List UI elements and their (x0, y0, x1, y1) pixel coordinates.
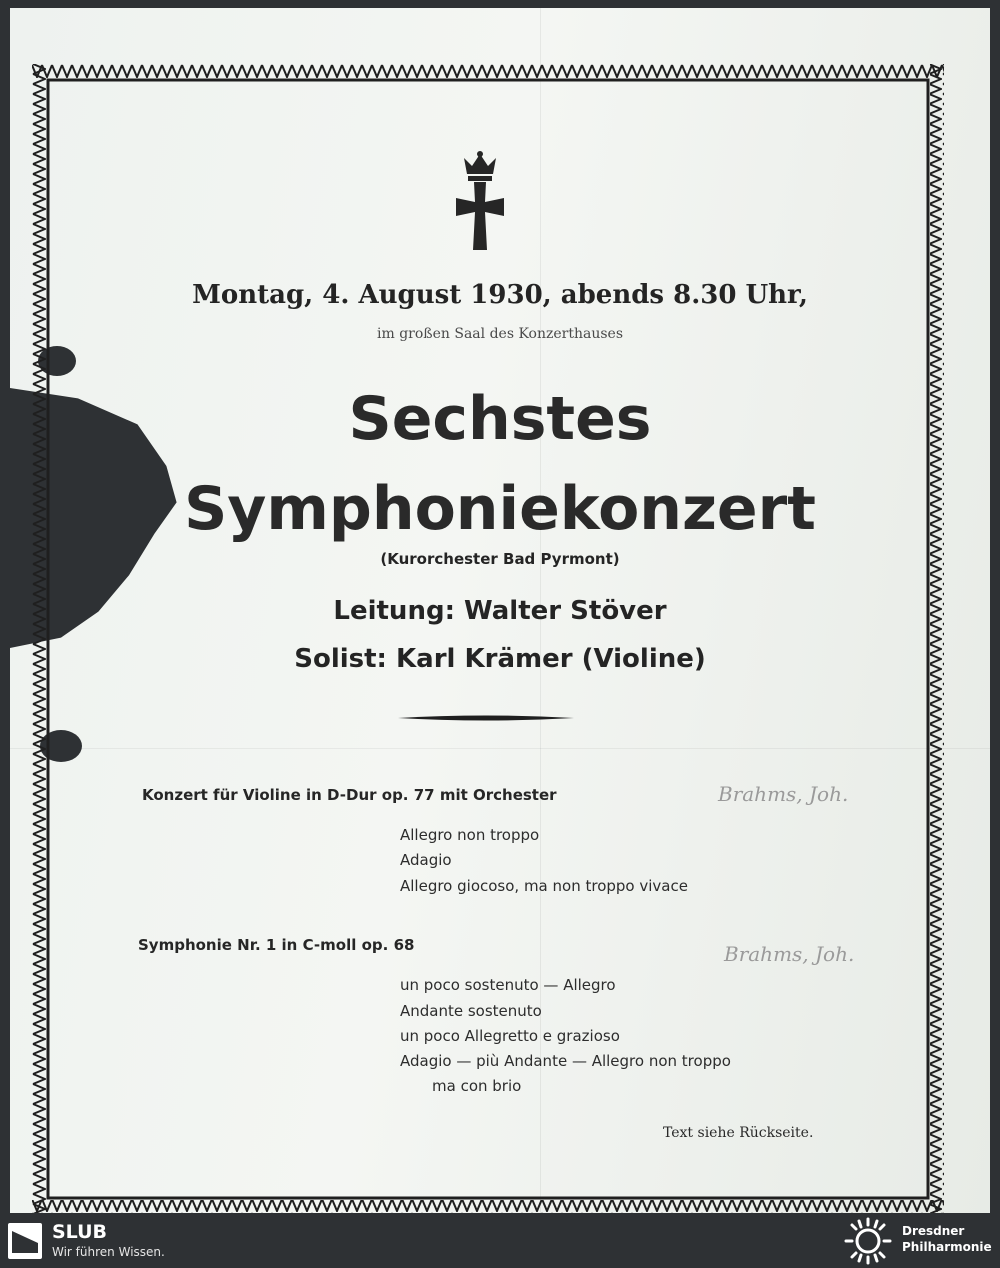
work-title-symphony: Symphonie Nr. 1 in C-moll op. 68 (138, 936, 415, 954)
footer-bar (0, 1213, 1000, 1268)
slub-tagline: Wir führen Wissen. (52, 1245, 165, 1259)
orchestra-line: (Kurorchester Bad Pyrmont) (380, 550, 620, 568)
crowned-cross-icon (452, 150, 508, 254)
partner-name-line-2[interactable]: Philharmonie (902, 1240, 992, 1254)
ornamental-divider (398, 714, 574, 722)
movement-item: un poco Allegretto e grazioso (400, 1027, 620, 1045)
soloist-line: Solist: Karl Krämer (Violine) (294, 644, 706, 674)
work-title-violin-concerto: Konzert für Violine in D-Dur op. 77 mit Orchester (142, 786, 557, 804)
handwritten-composer-note-2: Brahms, Joh. (724, 942, 855, 966)
partner-name-line-1[interactable]: Dresdner (902, 1224, 965, 1238)
handwritten-composer-note-1: Brahms, Joh. (718, 782, 849, 806)
venue-line: im großen Saal des Konzerthauses (376, 326, 624, 342)
slub-name[interactable]: SLUB (52, 1221, 108, 1243)
movement-item: Adagio (400, 851, 452, 869)
movement-item: Andante sostenuto (400, 1002, 542, 1020)
title-line-2: Symphoniekonzert (184, 474, 816, 544)
back-page-note: Text siehe Rückseite. (663, 1125, 814, 1141)
movement-item: un poco sostenuto — Allegro (400, 976, 616, 994)
concert-date-line: Montag, 4. August 1930, abends 8.30 Uhr, (192, 280, 808, 310)
philharmonie-sun-logo-icon[interactable] (840, 1217, 896, 1265)
movement-item: Allegro non troppo (400, 826, 540, 844)
movement-item: ma con brio (432, 1077, 522, 1095)
title-line-1: Sechstes (348, 384, 652, 454)
slub-logo-icon[interactable] (8, 1223, 42, 1259)
movement-item: Allegro giocoso, ma non troppo vivace (400, 877, 688, 895)
movement-item: Adagio — più Andante — Allegro non troppo (400, 1052, 731, 1070)
conductor-line: Leitung: Walter Stöver (333, 596, 667, 626)
